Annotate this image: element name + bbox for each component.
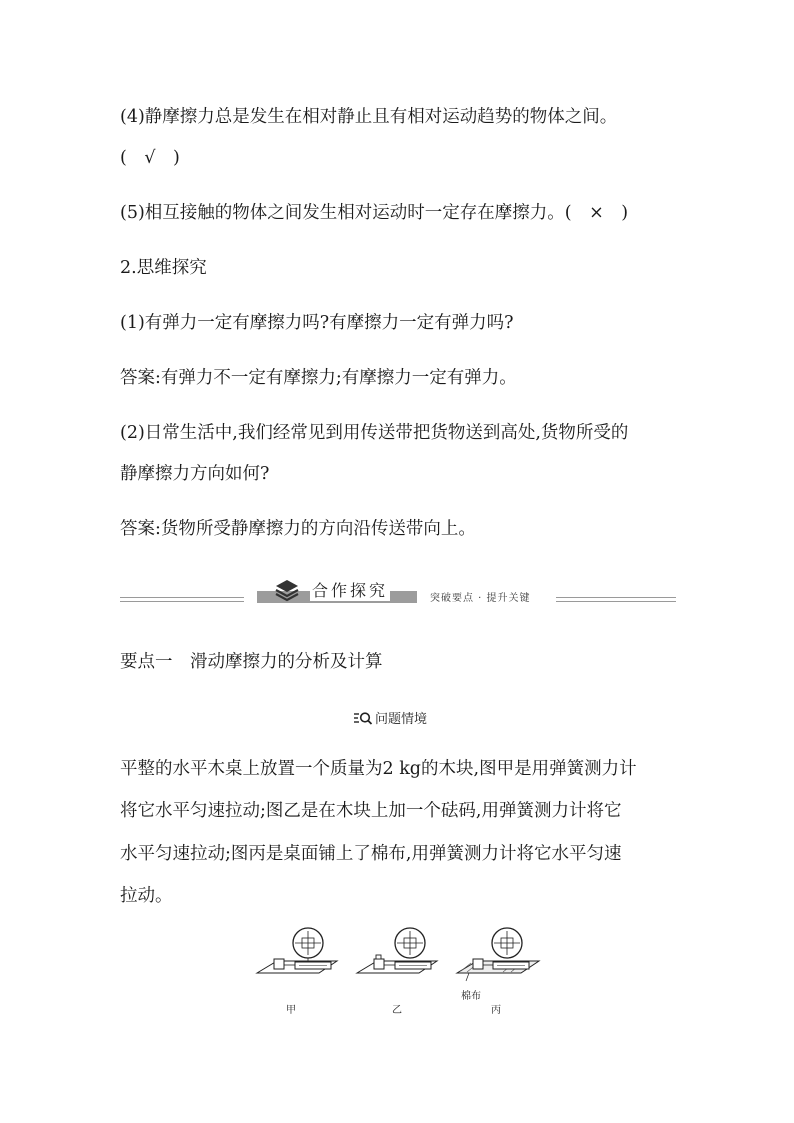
judgement-answer-4: ( √ ) xyxy=(120,148,180,168)
scenario-text-line-1: 平整的水平木桌上放置一个质量为2 kg的木块,图甲是用弹簧测力计 xyxy=(120,759,637,779)
figure-label-b: 乙 xyxy=(392,1005,402,1016)
scenario-text-line-4: 拉动。 xyxy=(120,886,173,906)
scenario-text-line-2: 将它水平匀速拉动;图乙是在木块上加一个砝码,用弹簧测力计将它 xyxy=(120,801,622,821)
figure-label-a: 甲 xyxy=(286,1005,296,1016)
banner-title: 合作探究 xyxy=(310,578,390,601)
panel-a xyxy=(257,928,337,973)
magnifier-list-icon xyxy=(353,711,373,725)
scenario-label xyxy=(353,708,427,727)
banner-left-rule xyxy=(120,597,244,602)
question-2-line-1: (2)日常生活中,我们经常见到用传送带把货物送到高处,货物所受的 xyxy=(120,423,629,443)
figure-label-c: 丙 xyxy=(491,1005,501,1016)
cloth-label: 棉布 xyxy=(461,991,481,1002)
key-point-heading: 要点一 滑动摩擦力的分析及计算 xyxy=(120,652,383,672)
question-2-line-2: 静摩擦力方向如何? xyxy=(120,464,270,484)
banner-subtitle: 突破要点 · 提升关键 xyxy=(430,593,531,604)
friction-experiment-diagram xyxy=(255,925,545,995)
panel-b xyxy=(357,928,437,973)
section-banner xyxy=(120,576,676,608)
section-subtitle: 2.思维探究 xyxy=(120,258,207,278)
judgement-item-5: (5)相互接触的物体之间发生相对运动时一定存在摩擦力。( × ) xyxy=(120,203,629,223)
answer-1: 答案:有弹力不一定有摩擦力;有摩擦力一定有弹力。 xyxy=(120,368,517,388)
answer-2: 答案:货物所受静摩擦力的方向沿传送带向上。 xyxy=(120,519,476,539)
question-1: (1)有弹力一定有摩擦力吗?有摩擦力一定有弹力吗? xyxy=(120,313,514,333)
scenario-text-line-3: 水平匀速拉动;图丙是桌面铺上了棉布,用弹簧测力计将它水平匀速 xyxy=(120,844,622,864)
panel-c xyxy=(457,928,539,981)
scenario-label-text: 问题情境 xyxy=(375,712,428,727)
judgement-item-4: (4)静摩擦力总是发生在相对静止且有相对运动趋势的物体之间。 xyxy=(120,107,618,127)
banner-right-rule xyxy=(556,597,676,602)
experiment-figure xyxy=(255,925,545,1015)
stack-layers-icon xyxy=(274,578,300,604)
